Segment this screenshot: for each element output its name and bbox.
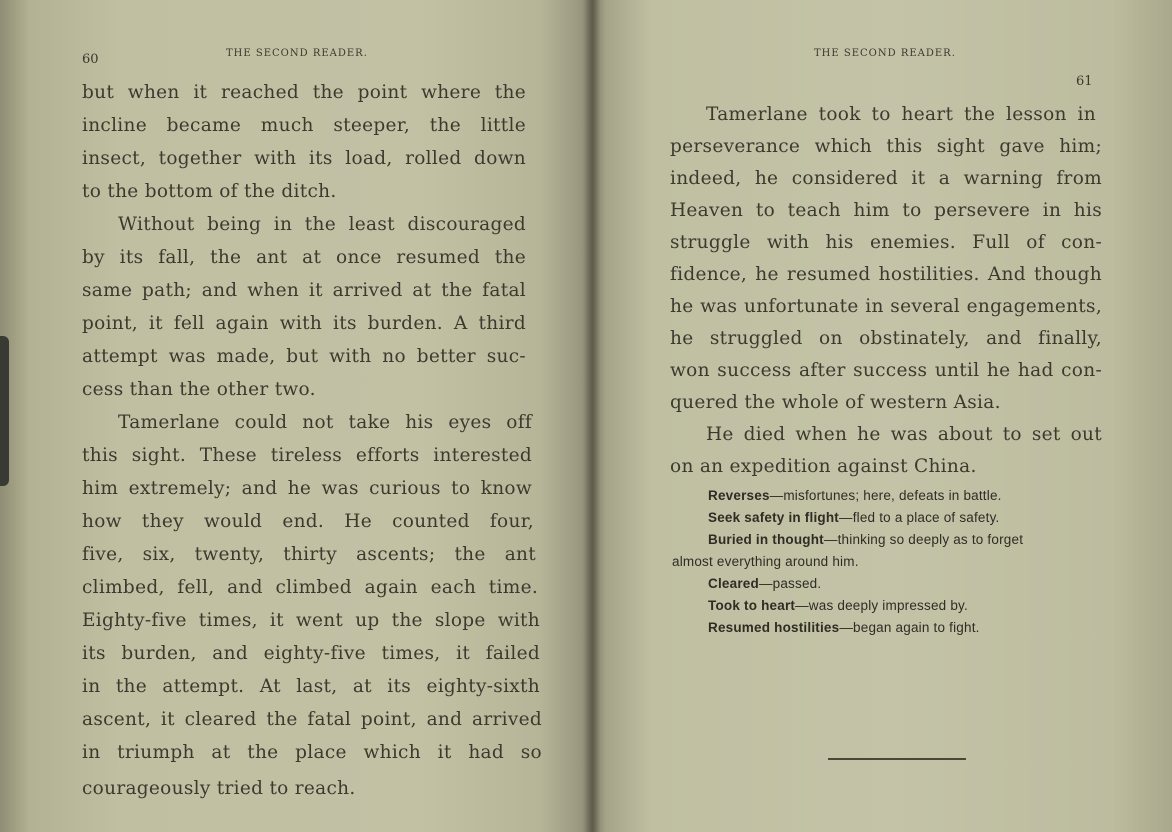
right-line: fidence, he resumed hostilities. And though — [670, 264, 1102, 285]
glossary-entry — [708, 510, 1000, 525]
glossary-definition: —thinking so deeply as to forget — [823, 532, 1024, 547]
left-line: cess than the other two. — [82, 379, 316, 400]
glossary-entry — [708, 488, 1002, 503]
right-running-head: THE SECOND READER. — [814, 48, 956, 59]
left-line: incline became much steeper, the little — [82, 115, 526, 136]
right-line: Tamerlane took to heart the lesson in — [706, 104, 1096, 125]
left-line: courageously tried to reach. — [82, 778, 356, 799]
book-gutter — [584, 0, 600, 832]
glossary-term: Cleared — [708, 576, 759, 591]
glossary-definition: —began again to fight. — [839, 620, 980, 635]
right-line: perseverance which this sight gave him; — [670, 136, 1102, 157]
left-line: five, six, twenty, thirty ascents; the ant — [82, 544, 536, 565]
right-line: on an expedition against China. — [670, 456, 977, 477]
glossary-term: Took to heart — [708, 598, 796, 613]
glossary-definition: —was deeply impressed by. — [795, 598, 968, 613]
left-page-number: 60 — [82, 52, 99, 67]
glossary-definition: almost everything around him. — [672, 554, 859, 569]
left-line: same path; and when it arrived at the fatal — [82, 280, 526, 301]
left-line: Tamerlane could not take his eyes off — [118, 412, 532, 433]
glossary-entry — [708, 620, 980, 635]
left-line: Eighty-five times, it went up the slope with — [82, 610, 540, 631]
left-line: in the attempt. At last, at its eighty-sixth — [82, 676, 540, 697]
left-line: climbed, fell, and climbed again each time. — [82, 577, 538, 598]
left-line: attempt was made, but with no better suc- — [82, 346, 526, 367]
left-line: insect, together with its load, rolled down — [82, 148, 526, 169]
right-line: Heaven to teach him to persevere in his — [670, 200, 1102, 221]
glossary-definition: —misfortunes; here, defeats in battle. — [769, 488, 1002, 503]
left-line: its burden, and eighty-five times, it failed — [82, 643, 540, 664]
right-line: He died when he was about to set out — [706, 424, 1102, 445]
right-line: quered the whole of western Asia. — [670, 392, 1001, 413]
left-line: this sight. These tireless efforts interested — [82, 445, 532, 466]
right-page — [592, 0, 1172, 832]
right-line: he struggled on obstinately, and finally, — [670, 328, 1102, 349]
left-running-head: THE SECOND READER. — [226, 48, 368, 59]
glossary-entry — [708, 532, 1023, 547]
glossary-definition: —fled to a place of safety. — [839, 510, 1000, 525]
left-line: in triumph at the place which it had so — [82, 742, 542, 763]
glossary-term: Resumed hostilities — [708, 620, 840, 635]
right-page-number: 61 — [1076, 74, 1093, 89]
left-line: but when it reached the point where the — [82, 82, 526, 103]
right-line: struggle with his enemies. Full of con- — [670, 232, 1102, 253]
end-rule — [828, 758, 966, 760]
left-line: to the bottom of the ditch. — [82, 181, 337, 202]
left-line: him extremely; and he was curious to know — [82, 478, 532, 499]
glossary-term: Seek safety in flight — [708, 510, 839, 525]
right-line: won success after success until he had con- — [670, 360, 1102, 381]
left-line: point, it fell again with its burden. A third — [82, 313, 526, 334]
glossary-definition: —passed. — [758, 576, 822, 591]
left-line: ascent, it cleared the fatal point, and arrived — [82, 709, 542, 730]
glossary-entry — [708, 598, 968, 613]
glossary-entry — [708, 576, 821, 591]
page-edge-tab — [0, 336, 9, 486]
left-line: how they would end. He counted four, — [82, 511, 534, 532]
left-line: by its fall, the ant at once resumed the — [82, 247, 526, 268]
glossary-term: Reverses — [708, 488, 770, 503]
glossary-entry-continuation — [672, 554, 859, 569]
left-line: Without being in the least discouraged — [118, 214, 526, 235]
glossary-term: Buried in thought — [708, 532, 824, 547]
right-line: he was unfortunate in several engagements, — [670, 296, 1102, 317]
right-line: indeed, he considered it a warning from — [670, 168, 1102, 189]
